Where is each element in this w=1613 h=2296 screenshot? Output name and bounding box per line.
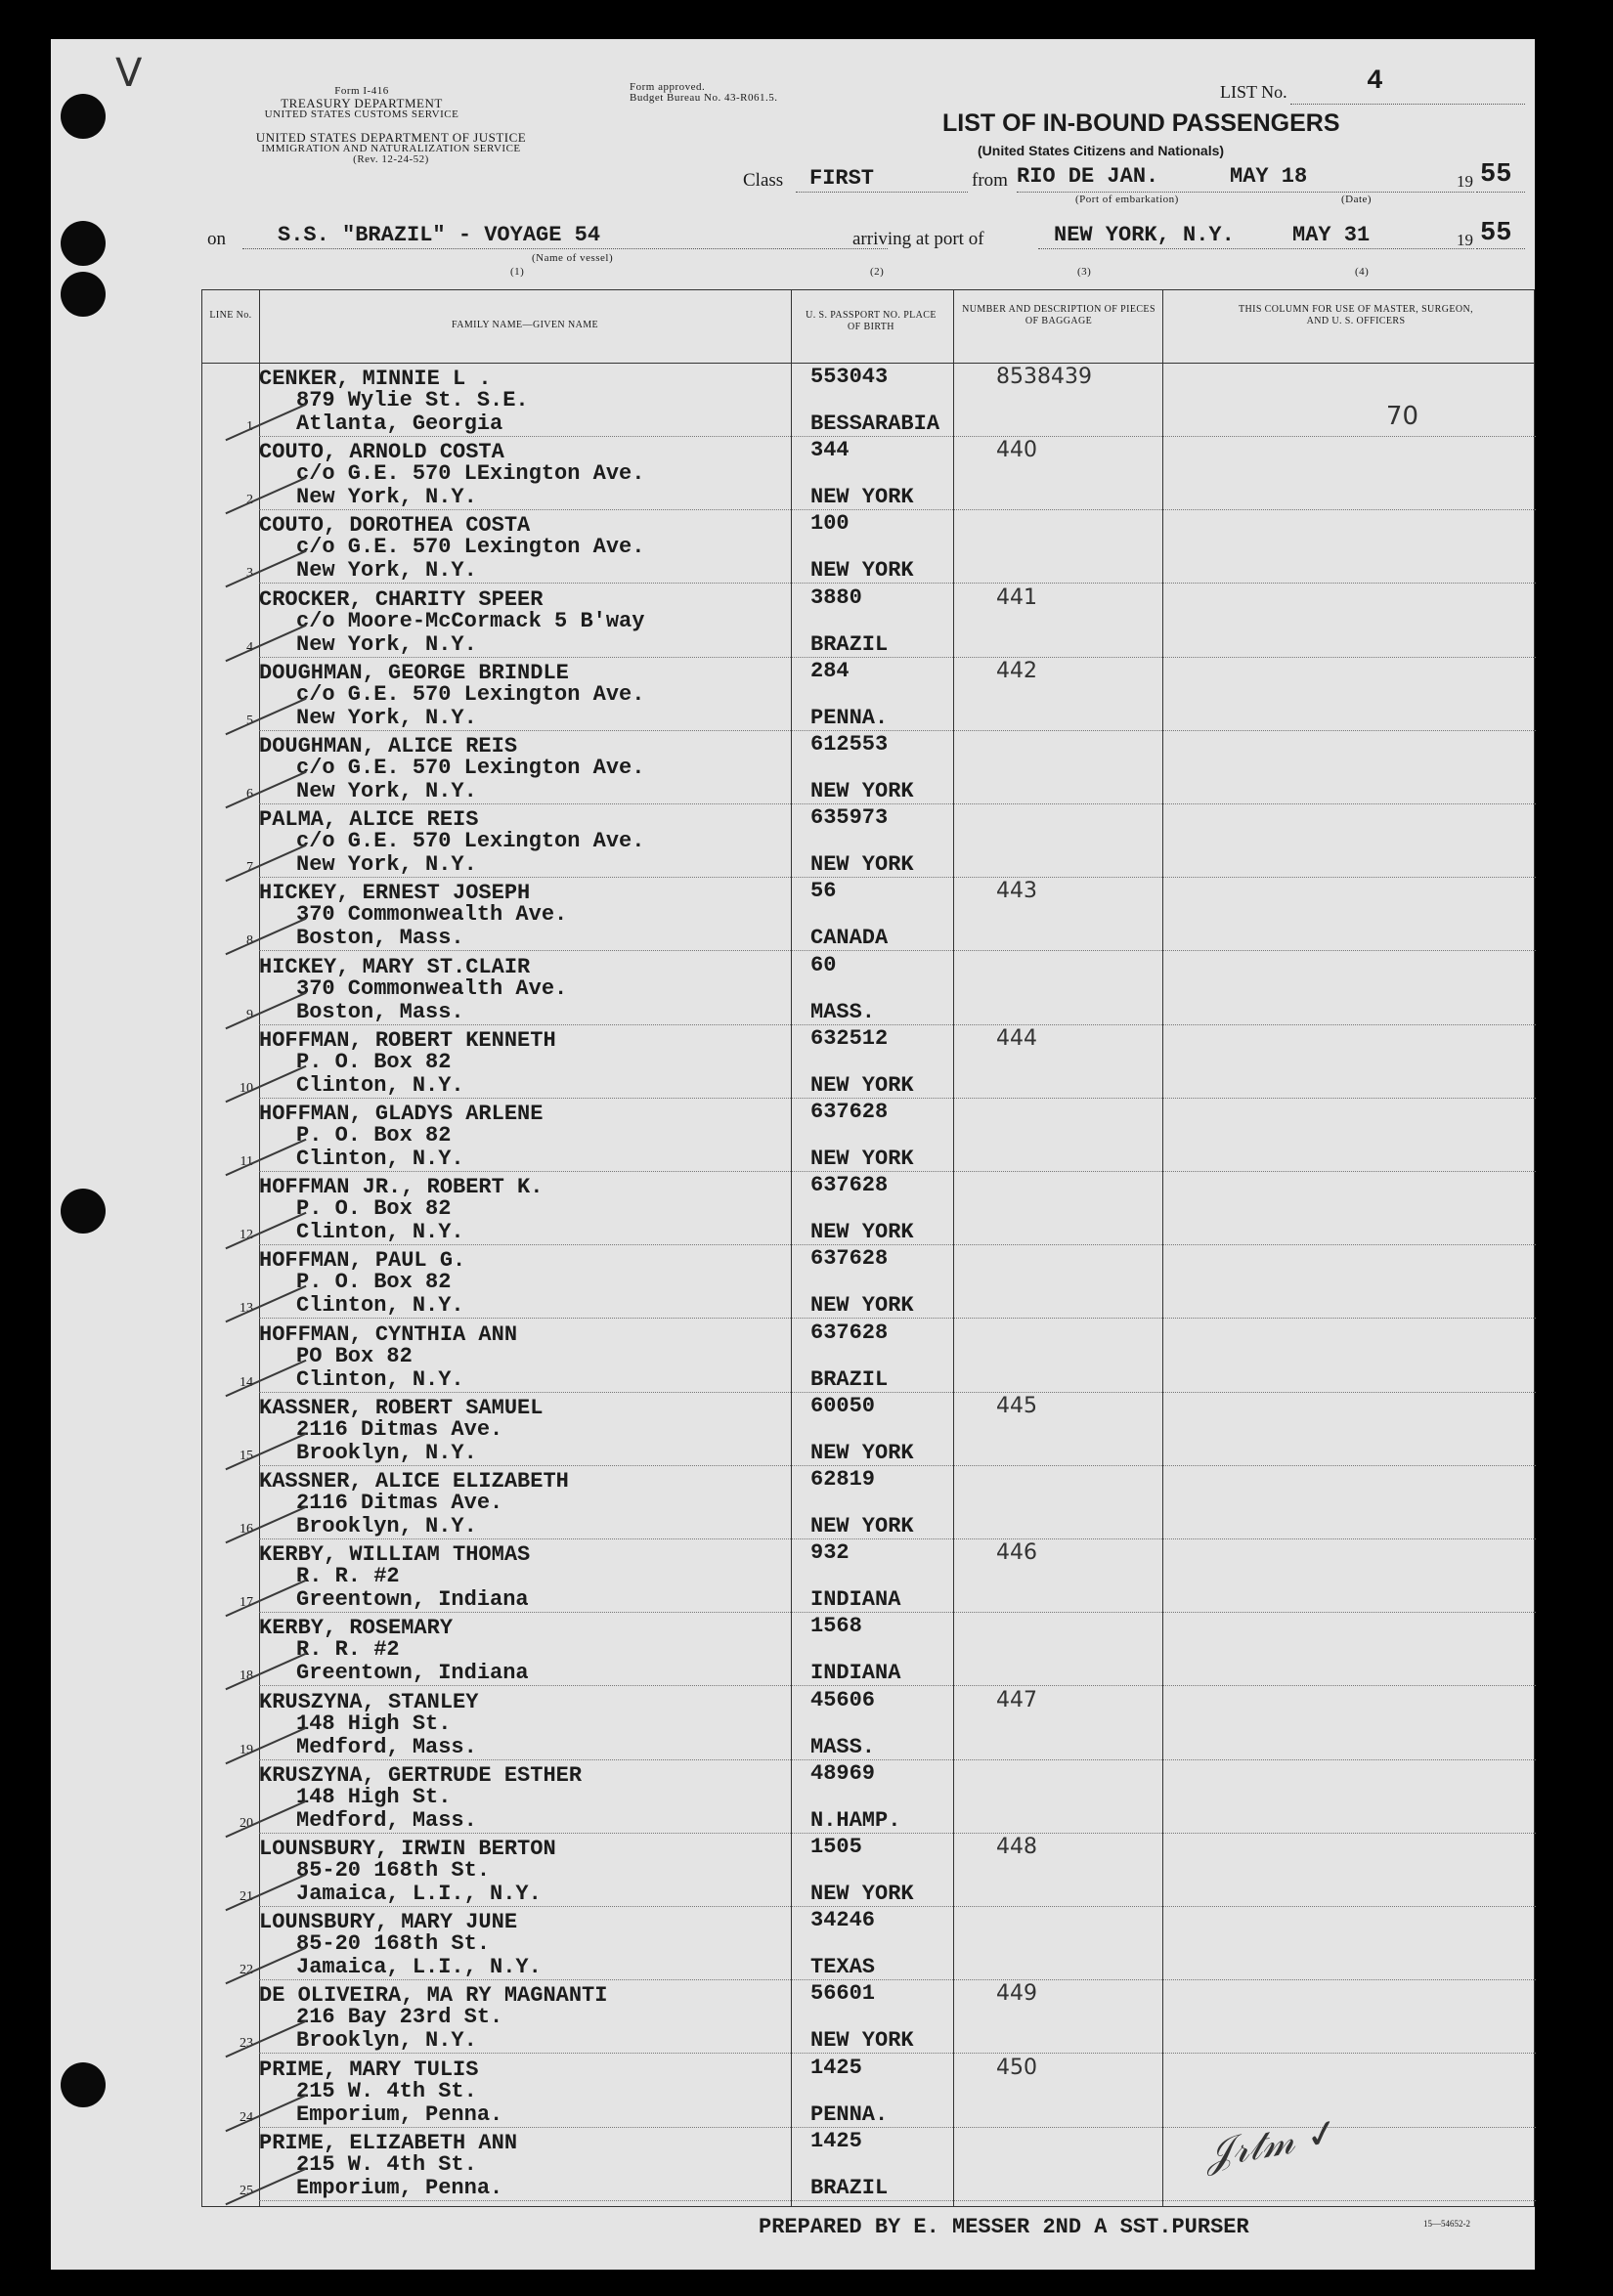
officer-note: 70 bbox=[1385, 402, 1418, 431]
table-row bbox=[202, 1173, 1536, 1246]
baggage-number: 440 bbox=[996, 438, 1037, 463]
table-row bbox=[202, 1688, 1536, 1761]
passport-number: 1568 bbox=[810, 1614, 862, 1639]
line-no: 8 bbox=[246, 933, 253, 949]
passport-number: 553043 bbox=[810, 365, 889, 389]
margin-check-mark: V bbox=[115, 51, 143, 96]
passenger-name: HICKEY, ERNEST JOSEPH bbox=[259, 881, 531, 906]
address-line-1: 2116 Ditmas Ave. bbox=[296, 1416, 503, 1442]
address-line-1: 215 W. 4th St. bbox=[296, 2151, 477, 2177]
baggage-number: 450 bbox=[996, 2055, 1037, 2080]
address-line-1: 85-20 168th St. bbox=[296, 1931, 491, 1957]
form-title: LIST OF IN-BOUND PASSENGERS bbox=[942, 109, 1340, 137]
form-header-left bbox=[196, 86, 528, 120]
column-ref-2: (2) bbox=[870, 266, 885, 278]
line-no: 9 bbox=[246, 1007, 253, 1022]
place-of-birth: TEXAS bbox=[810, 1955, 876, 1980]
passenger-name: PRIME, MARY TULIS bbox=[259, 2057, 479, 2082]
address-line-2: Brooklyn, N.Y. bbox=[296, 1440, 477, 1465]
passport-number: 1425 bbox=[810, 2128, 862, 2153]
passenger-table bbox=[201, 289, 1535, 2207]
passport-number: 637628 bbox=[810, 1100, 889, 1124]
baggage-number: 8538439 bbox=[996, 365, 1092, 389]
passport-number: 3880 bbox=[810, 585, 862, 610]
address-line-2: New York, N.Y. bbox=[296, 485, 477, 510]
address-line-1: 370 Commonwealth Ave. bbox=[296, 975, 568, 1001]
year-2: 55 bbox=[1480, 219, 1512, 248]
binder-hole bbox=[61, 1189, 106, 1234]
passport-number: 1505 bbox=[810, 1835, 862, 1859]
passenger-name: KRUSZYNA, STANLEY bbox=[259, 1689, 479, 1714]
passport-number: 344 bbox=[810, 438, 850, 463]
address-line-1: c/o G.E. 570 Lexington Ave. bbox=[296, 756, 645, 780]
baggage-number: 449 bbox=[996, 1981, 1037, 2007]
address-line-2: New York, N.Y. bbox=[296, 779, 477, 803]
address-line-2: Clinton, N.Y. bbox=[296, 1366, 464, 1392]
passport-number: 60050 bbox=[810, 1393, 876, 1418]
line-no: 14 bbox=[240, 1374, 253, 1390]
address-line-2: Boston, Mass. bbox=[296, 926, 464, 951]
column-header-officers: THIS COLUMN FOR USE OF MASTER, SURGEON, AND U. S. OFFICERS bbox=[1238, 304, 1474, 326]
binder-hole bbox=[61, 2062, 106, 2107]
place-of-birth: BRAZIL bbox=[810, 631, 889, 657]
passport-number: 612553 bbox=[810, 732, 889, 757]
table-row bbox=[202, 1321, 1536, 1394]
address-line-1: R. R. #2 bbox=[296, 1637, 400, 1663]
arriving-label: arriving at port of bbox=[852, 229, 984, 249]
year-1: 55 bbox=[1480, 160, 1512, 190]
place-of-birth: CANADA bbox=[810, 926, 889, 951]
passenger-name: KRUSZYNA, GERTRUDE ESTHER bbox=[259, 1762, 583, 1788]
table-row bbox=[202, 365, 1536, 438]
passport-number: 48969 bbox=[810, 1760, 876, 1786]
line-no: 17 bbox=[240, 1595, 253, 1611]
address-line-2: Boston, Mass. bbox=[296, 999, 464, 1024]
line-no: 2 bbox=[246, 493, 253, 508]
class-label: Class bbox=[743, 170, 784, 191]
address-line-2: Greentown, Indiana bbox=[296, 1587, 529, 1613]
baggage-number: 445 bbox=[996, 1393, 1037, 1418]
passenger-name: HOFFMAN JR., ROBERT K. bbox=[259, 1175, 544, 1200]
passenger-name: HOFFMAN, ROBERT KENNETH bbox=[259, 1027, 556, 1053]
table-row bbox=[202, 1835, 1536, 1908]
column-ref-1: (1) bbox=[510, 266, 525, 278]
table-row bbox=[202, 1981, 1536, 2055]
address-line-1: 148 High St. bbox=[296, 1784, 452, 1809]
form-approved: Form approved. bbox=[630, 81, 706, 93]
column-header-baggage: NUMBER AND DESCRIPTION OF PIECES OF BAGGAGE bbox=[962, 304, 1155, 326]
line-no: 11 bbox=[240, 1154, 253, 1169]
passport-number: 632512 bbox=[810, 1025, 889, 1051]
line-no: 21 bbox=[240, 1889, 253, 1904]
form-number: Form I-416 bbox=[334, 85, 389, 97]
passenger-name: PRIME, ELIZABETH ANN bbox=[259, 2130, 518, 2155]
place-of-birth: NEW YORK bbox=[810, 1514, 914, 1538]
address-line-2: Medford, Mass. bbox=[296, 1807, 477, 1833]
address-line-1: c/o G.E. 570 Lexington Ave. bbox=[296, 535, 645, 560]
place-of-birth: PENNA. bbox=[810, 2101, 889, 2127]
baggage-number: 441 bbox=[996, 585, 1037, 610]
address-line-1: c/o G.E. 570 Lexington Ave. bbox=[296, 681, 645, 707]
address-line-2: Clinton, N.Y. bbox=[296, 1072, 464, 1098]
vessel-name-label: (Name of vessel) bbox=[532, 252, 614, 264]
passport-number: 100 bbox=[810, 511, 850, 537]
passenger-name: COUTO, ARNOLD COSTA bbox=[259, 440, 504, 465]
address-line-1: c/o G.E. 570 LExington Ave. bbox=[296, 461, 645, 487]
line-no: 3 bbox=[246, 566, 253, 582]
place-of-birth: NEW YORK bbox=[810, 1072, 914, 1098]
column-header-name: FAMILY NAME—GIVEN NAME bbox=[451, 320, 598, 330]
place-of-birth: NEW YORK bbox=[810, 558, 914, 584]
address-line-2: Brooklyn, N.Y. bbox=[296, 1514, 477, 1538]
address-line-1: c/o Moore-McCormack 5 B'way bbox=[296, 608, 645, 633]
revision-date: (Rev. 12-24-52) bbox=[353, 153, 429, 165]
address-line-1: 216 Bay 23rd St. bbox=[296, 2005, 503, 2030]
table-row bbox=[202, 511, 1536, 585]
table-row bbox=[202, 659, 1536, 732]
address-line-2: Emporium, Penna. bbox=[296, 2101, 503, 2127]
address-line-1: P. O. Box 82 bbox=[296, 1123, 452, 1148]
binder-hole bbox=[61, 221, 106, 266]
column-ref-3: (3) bbox=[1077, 266, 1092, 278]
place-of-birth: BRAZIL bbox=[810, 2175, 889, 2200]
passport-number: 637628 bbox=[810, 1173, 889, 1198]
form-code: 15—54652-2 bbox=[1423, 2219, 1470, 2229]
address-line-1: P. O. Box 82 bbox=[296, 1049, 452, 1074]
arrival-port: NEW YORK, N.Y. bbox=[1054, 223, 1235, 247]
class-value: FIRST bbox=[809, 166, 875, 191]
line-no: 7 bbox=[246, 860, 253, 876]
place-of-birth: PENNA. bbox=[810, 705, 889, 730]
address-line-1: P. O. Box 82 bbox=[296, 1196, 452, 1222]
customs-service: UNITED STATES CUSTOMS SERVICE bbox=[264, 108, 459, 120]
form-approval bbox=[630, 82, 884, 104]
from-label: from bbox=[972, 170, 1008, 191]
line-no: 13 bbox=[240, 1301, 253, 1317]
place-of-birth: BESSARABIA bbox=[810, 412, 940, 436]
place-of-birth: NEW YORK bbox=[810, 2028, 914, 2054]
passenger-name: LOUNSBURY, IRWIN BERTON bbox=[259, 1837, 556, 1861]
on-label: on bbox=[207, 229, 226, 249]
place-of-birth: MASS. bbox=[810, 1734, 876, 1759]
table-row bbox=[202, 805, 1536, 879]
passenger-name: PALMA, ALICE REIS bbox=[259, 807, 479, 833]
address-line-2: Clinton, N.Y. bbox=[296, 1147, 464, 1171]
list-no-value: 4 bbox=[1367, 66, 1383, 97]
line-no: 20 bbox=[240, 1815, 253, 1831]
address-line-2: New York, N.Y. bbox=[296, 852, 477, 878]
line-no: 1 bbox=[246, 419, 253, 434]
line-no: 4 bbox=[246, 639, 253, 655]
table-row bbox=[202, 1467, 1536, 1540]
line-no: 25 bbox=[240, 2183, 253, 2198]
address-line-2: Jamaica, L.I., N.Y. bbox=[296, 1882, 542, 1906]
table-row bbox=[202, 879, 1536, 952]
passenger-name: KASSNER, ALICE ELIZABETH bbox=[259, 1469, 569, 1494]
address-line-1: R. R. #2 bbox=[296, 1564, 400, 1589]
place-of-birth: NEW YORK bbox=[810, 1147, 914, 1171]
line-no: 19 bbox=[240, 1742, 253, 1757]
place-of-birth: BRAZIL bbox=[810, 1366, 889, 1392]
line-no: 5 bbox=[246, 713, 253, 728]
line-no: 23 bbox=[240, 2036, 253, 2052]
place-of-birth: MASS. bbox=[810, 999, 876, 1024]
baggage-number: 446 bbox=[996, 1540, 1037, 1566]
list-no-label: LIST No. bbox=[1220, 82, 1287, 102]
passport-number: 635973 bbox=[810, 805, 889, 831]
address-line-2: Atlanta, Georgia bbox=[296, 412, 503, 436]
table-row bbox=[202, 1026, 1536, 1100]
place-of-birth: NEW YORK bbox=[810, 485, 914, 510]
passport-number: 45606 bbox=[810, 1687, 876, 1712]
line-no: 10 bbox=[240, 1080, 253, 1096]
immigration-service: IMMIGRATION AND NATURALIZATION SERVICE bbox=[261, 143, 521, 154]
passenger-name: KERBY, WILLIAM THOMAS bbox=[259, 1542, 531, 1568]
passport-number: 637628 bbox=[810, 1320, 889, 1345]
vessel-name: S.S. "BRAZIL" - VOYAGE 54 bbox=[278, 223, 601, 247]
year-prefix-2: 19 bbox=[1457, 231, 1473, 249]
passenger-name: DOUGHMAN, GEORGE BRINDLE bbox=[259, 660, 569, 685]
treasury-department: TREASURY DEPARTMENT bbox=[281, 96, 443, 110]
passport-number: 56601 bbox=[810, 1981, 876, 2007]
passenger-name: HICKEY, MARY ST.CLAIR bbox=[259, 954, 531, 979]
table-row bbox=[202, 1394, 1536, 1467]
column-header-line-no: LINE No. bbox=[209, 310, 252, 321]
address-line-2: New York, N.Y. bbox=[296, 558, 477, 584]
baggage-number: 448 bbox=[996, 1835, 1037, 1859]
table-row bbox=[202, 585, 1536, 659]
passport-number: 284 bbox=[810, 658, 850, 683]
address-line-1: 2116 Ditmas Ave. bbox=[296, 1491, 503, 1515]
passenger-name: CENKER, MINNIE L . bbox=[259, 367, 492, 391]
prepared-by: PREPARED BY E. MESSER 2ND A SST.PURSER bbox=[759, 2215, 1249, 2239]
baggage-number: 447 bbox=[996, 1687, 1037, 1712]
passenger-name: HOFFMAN, CYNTHIA ANN bbox=[259, 1321, 518, 1347]
embarkation-port: RIO DE JAN. bbox=[1017, 164, 1159, 189]
place-of-birth: NEW YORK bbox=[810, 852, 914, 878]
address-line-2: Brooklyn, N.Y. bbox=[296, 2028, 477, 2054]
address-line-1: 370 Commonwealth Ave. bbox=[296, 902, 568, 928]
document-page bbox=[51, 39, 1535, 2270]
address-line-2: Clinton, N.Y. bbox=[296, 1293, 464, 1319]
table-row bbox=[202, 1908, 1536, 1981]
line-no: 12 bbox=[240, 1228, 253, 1243]
passenger-name: HOFFMAN, GLADYS ARLENE bbox=[259, 1102, 544, 1126]
place-of-birth: INDIANA bbox=[810, 1587, 901, 1613]
place-of-birth: NEW YORK bbox=[810, 1293, 914, 1319]
passenger-name: KASSNER, ROBERT SAMUEL bbox=[259, 1395, 544, 1420]
address-line-1: 879 Wylie St. S.E. bbox=[296, 388, 529, 412]
address-line-1: 85-20 168th St. bbox=[296, 1858, 491, 1883]
line-no: 18 bbox=[240, 1668, 253, 1684]
passenger-name: HOFFMAN, PAUL G. bbox=[259, 1248, 466, 1274]
address-line-2: New York, N.Y. bbox=[296, 705, 477, 730]
place-of-birth: NEW YORK bbox=[810, 779, 914, 803]
address-line-2: Greentown, Indiana bbox=[296, 1661, 529, 1686]
binder-hole bbox=[61, 94, 106, 139]
embarkation-date: MAY 18 bbox=[1230, 164, 1308, 189]
place-of-birth: NEW YORK bbox=[810, 1882, 914, 1906]
table-row bbox=[202, 732, 1536, 805]
arrival-date: MAY 31 bbox=[1292, 223, 1371, 247]
port-of-embarkation-label: (Port of embarkation) bbox=[1075, 194, 1179, 205]
table-row bbox=[202, 438, 1536, 511]
passport-number: 1425 bbox=[810, 2055, 862, 2080]
line-no: 15 bbox=[240, 1448, 253, 1463]
binder-hole bbox=[61, 272, 106, 317]
table-row bbox=[202, 1100, 1536, 1173]
passenger-name: DOUGHMAN, ALICE REIS bbox=[259, 734, 518, 758]
passport-number: 34246 bbox=[810, 1908, 876, 1933]
line-no: 16 bbox=[240, 1522, 253, 1537]
place-of-birth: NEW YORK bbox=[810, 1220, 914, 1245]
date-label: (Date) bbox=[1341, 194, 1373, 205]
line-no: 22 bbox=[240, 1963, 253, 1978]
address-line-2: Clinton, N.Y. bbox=[296, 1220, 464, 1245]
address-line-1: 215 W. 4th St. bbox=[296, 2078, 477, 2103]
passport-number: 932 bbox=[810, 1540, 850, 1566]
passenger-name: CROCKER, CHARITY SPEER bbox=[259, 586, 544, 612]
justice-department: UNITED STATES DEPARTMENT OF JUSTICE bbox=[255, 130, 527, 145]
address-line-2: Emporium, Penna. bbox=[296, 2175, 503, 2200]
passenger-name: KERBY, ROSEMARY bbox=[259, 1616, 454, 1641]
baggage-number: 442 bbox=[996, 658, 1037, 683]
column-header-passport: U. S. PASSPORT NO. PLACE OF BIRTH bbox=[806, 310, 937, 332]
table-row bbox=[202, 1540, 1536, 1614]
address-line-1: 148 High St. bbox=[296, 1711, 452, 1736]
table-row bbox=[202, 1761, 1536, 1835]
place-of-birth: INDIANA bbox=[810, 1661, 901, 1686]
address-line-1: PO Box 82 bbox=[296, 1343, 413, 1368]
passport-number: 56 bbox=[810, 879, 837, 904]
budget-bureau: Budget Bureau No. 43-R061.5. bbox=[630, 92, 778, 104]
table-row bbox=[202, 1614, 1536, 1687]
address-line-2: Jamaica, L.I., N.Y. bbox=[296, 1955, 542, 1980]
address-line-2: New York, N.Y. bbox=[296, 631, 477, 657]
form-header-left-2 bbox=[196, 131, 587, 165]
column-ref-4: (4) bbox=[1355, 266, 1370, 278]
table-row bbox=[202, 953, 1536, 1026]
place-of-birth: NEW YORK bbox=[810, 1440, 914, 1465]
passenger-name: COUTO, DOROTHEA COSTA bbox=[259, 513, 531, 539]
passport-number: 62819 bbox=[810, 1467, 876, 1492]
passport-number: 637628 bbox=[810, 1246, 889, 1272]
table-row bbox=[202, 1246, 1536, 1320]
passport-number: 60 bbox=[810, 952, 837, 977]
line-no: 24 bbox=[240, 2109, 253, 2125]
address-line-1: c/o G.E. 570 Lexington Ave. bbox=[296, 829, 645, 854]
place-of-birth: N.HAMP. bbox=[810, 1807, 901, 1833]
baggage-number: 443 bbox=[996, 879, 1037, 904]
address-line-1: P. O. Box 82 bbox=[296, 1270, 452, 1295]
year-prefix-1: 19 bbox=[1457, 172, 1473, 191]
line-no: 6 bbox=[246, 787, 253, 801]
form-subtitle: (United States Citizens and Nationals) bbox=[978, 143, 1225, 158]
baggage-number: 444 bbox=[996, 1025, 1037, 1051]
officer-signature: 𝒥𝓇𝓉𝓂 ✓ bbox=[1201, 2109, 1343, 2178]
address-line-2: Medford, Mass. bbox=[296, 1734, 477, 1759]
passenger-name: LOUNSBURY, MARY JUNE bbox=[259, 1910, 518, 1935]
passenger-name: DE OLIVEIRA, MA RY MAGNANTI bbox=[259, 1983, 608, 2009]
